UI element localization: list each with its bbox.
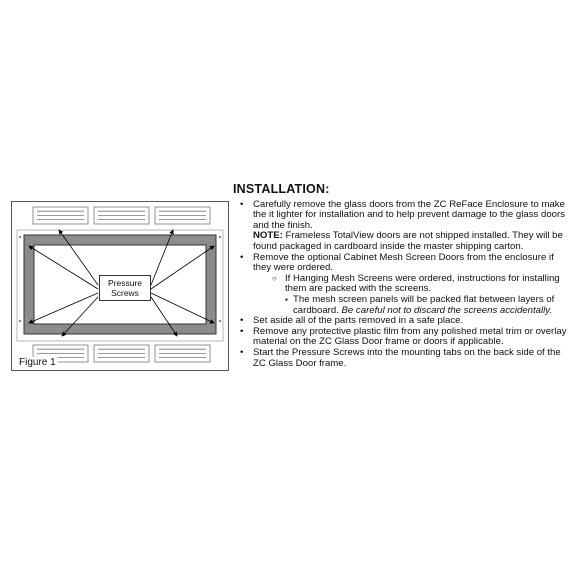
sub-step-hanging-mesh <box>253 274 568 316</box>
step-text: Carefully remove the glass doors from the ZC ReFace Enclosure to make the it lighter for installation and to help prevent damage to the glass doors and the finish. <box>253 198 565 231</box>
step-remove-mesh-screens <box>233 253 568 317</box>
installation-steps <box>233 200 568 370</box>
bottom-vent-louvers <box>33 345 210 362</box>
figure-label: Figure 1 <box>19 357 56 368</box>
step-text: Start the Pressure Screws into the mounting tabs on the back side of the ZC Glass Door frame. <box>253 346 561 369</box>
pressure-screws-callout <box>99 275 151 301</box>
top-vent-louvers <box>33 207 210 224</box>
note-label: NOTE: <box>253 230 283 242</box>
step-start-pressure-screws <box>233 348 568 369</box>
step-text: Set aside all of the parts removed in a safe place. <box>253 315 464 327</box>
sub-sub-step-mesh-panels <box>253 295 568 316</box>
installation-section <box>233 184 568 369</box>
figure-1-diagram <box>11 201 229 371</box>
step-text: Remove any protective plastic film from any polished metal trim or overlay material on the ZC Glass Door frame or doors if applicable. <box>253 325 567 348</box>
sub-step-text: If Hanging Mesh Screens were ordered, instructions for installing them are packed with the screens. <box>285 272 560 295</box>
note-text: Frameless TotalView doors are not shipped installed. They will be found packaged in cardboard inside the master shipping carton. <box>253 230 563 252</box>
caution-text: Be careful not to discard the screens accidentally. <box>341 304 552 316</box>
callout-line-2: Screws <box>111 288 139 298</box>
sub-sub-step-text: The mesh screen panels will be packed flat between layers of cardboard. <box>293 293 555 316</box>
step-remove-glass-doors <box>233 200 568 253</box>
callout-line-1: Pressure <box>107 278 142 288</box>
step-text: Remove the optional Cabinet Mesh Screen Doors from the enclosure if they were ordered. <box>253 251 554 274</box>
section-heading: INSTALLATION: <box>233 182 330 196</box>
step-remove-film <box>233 327 568 348</box>
